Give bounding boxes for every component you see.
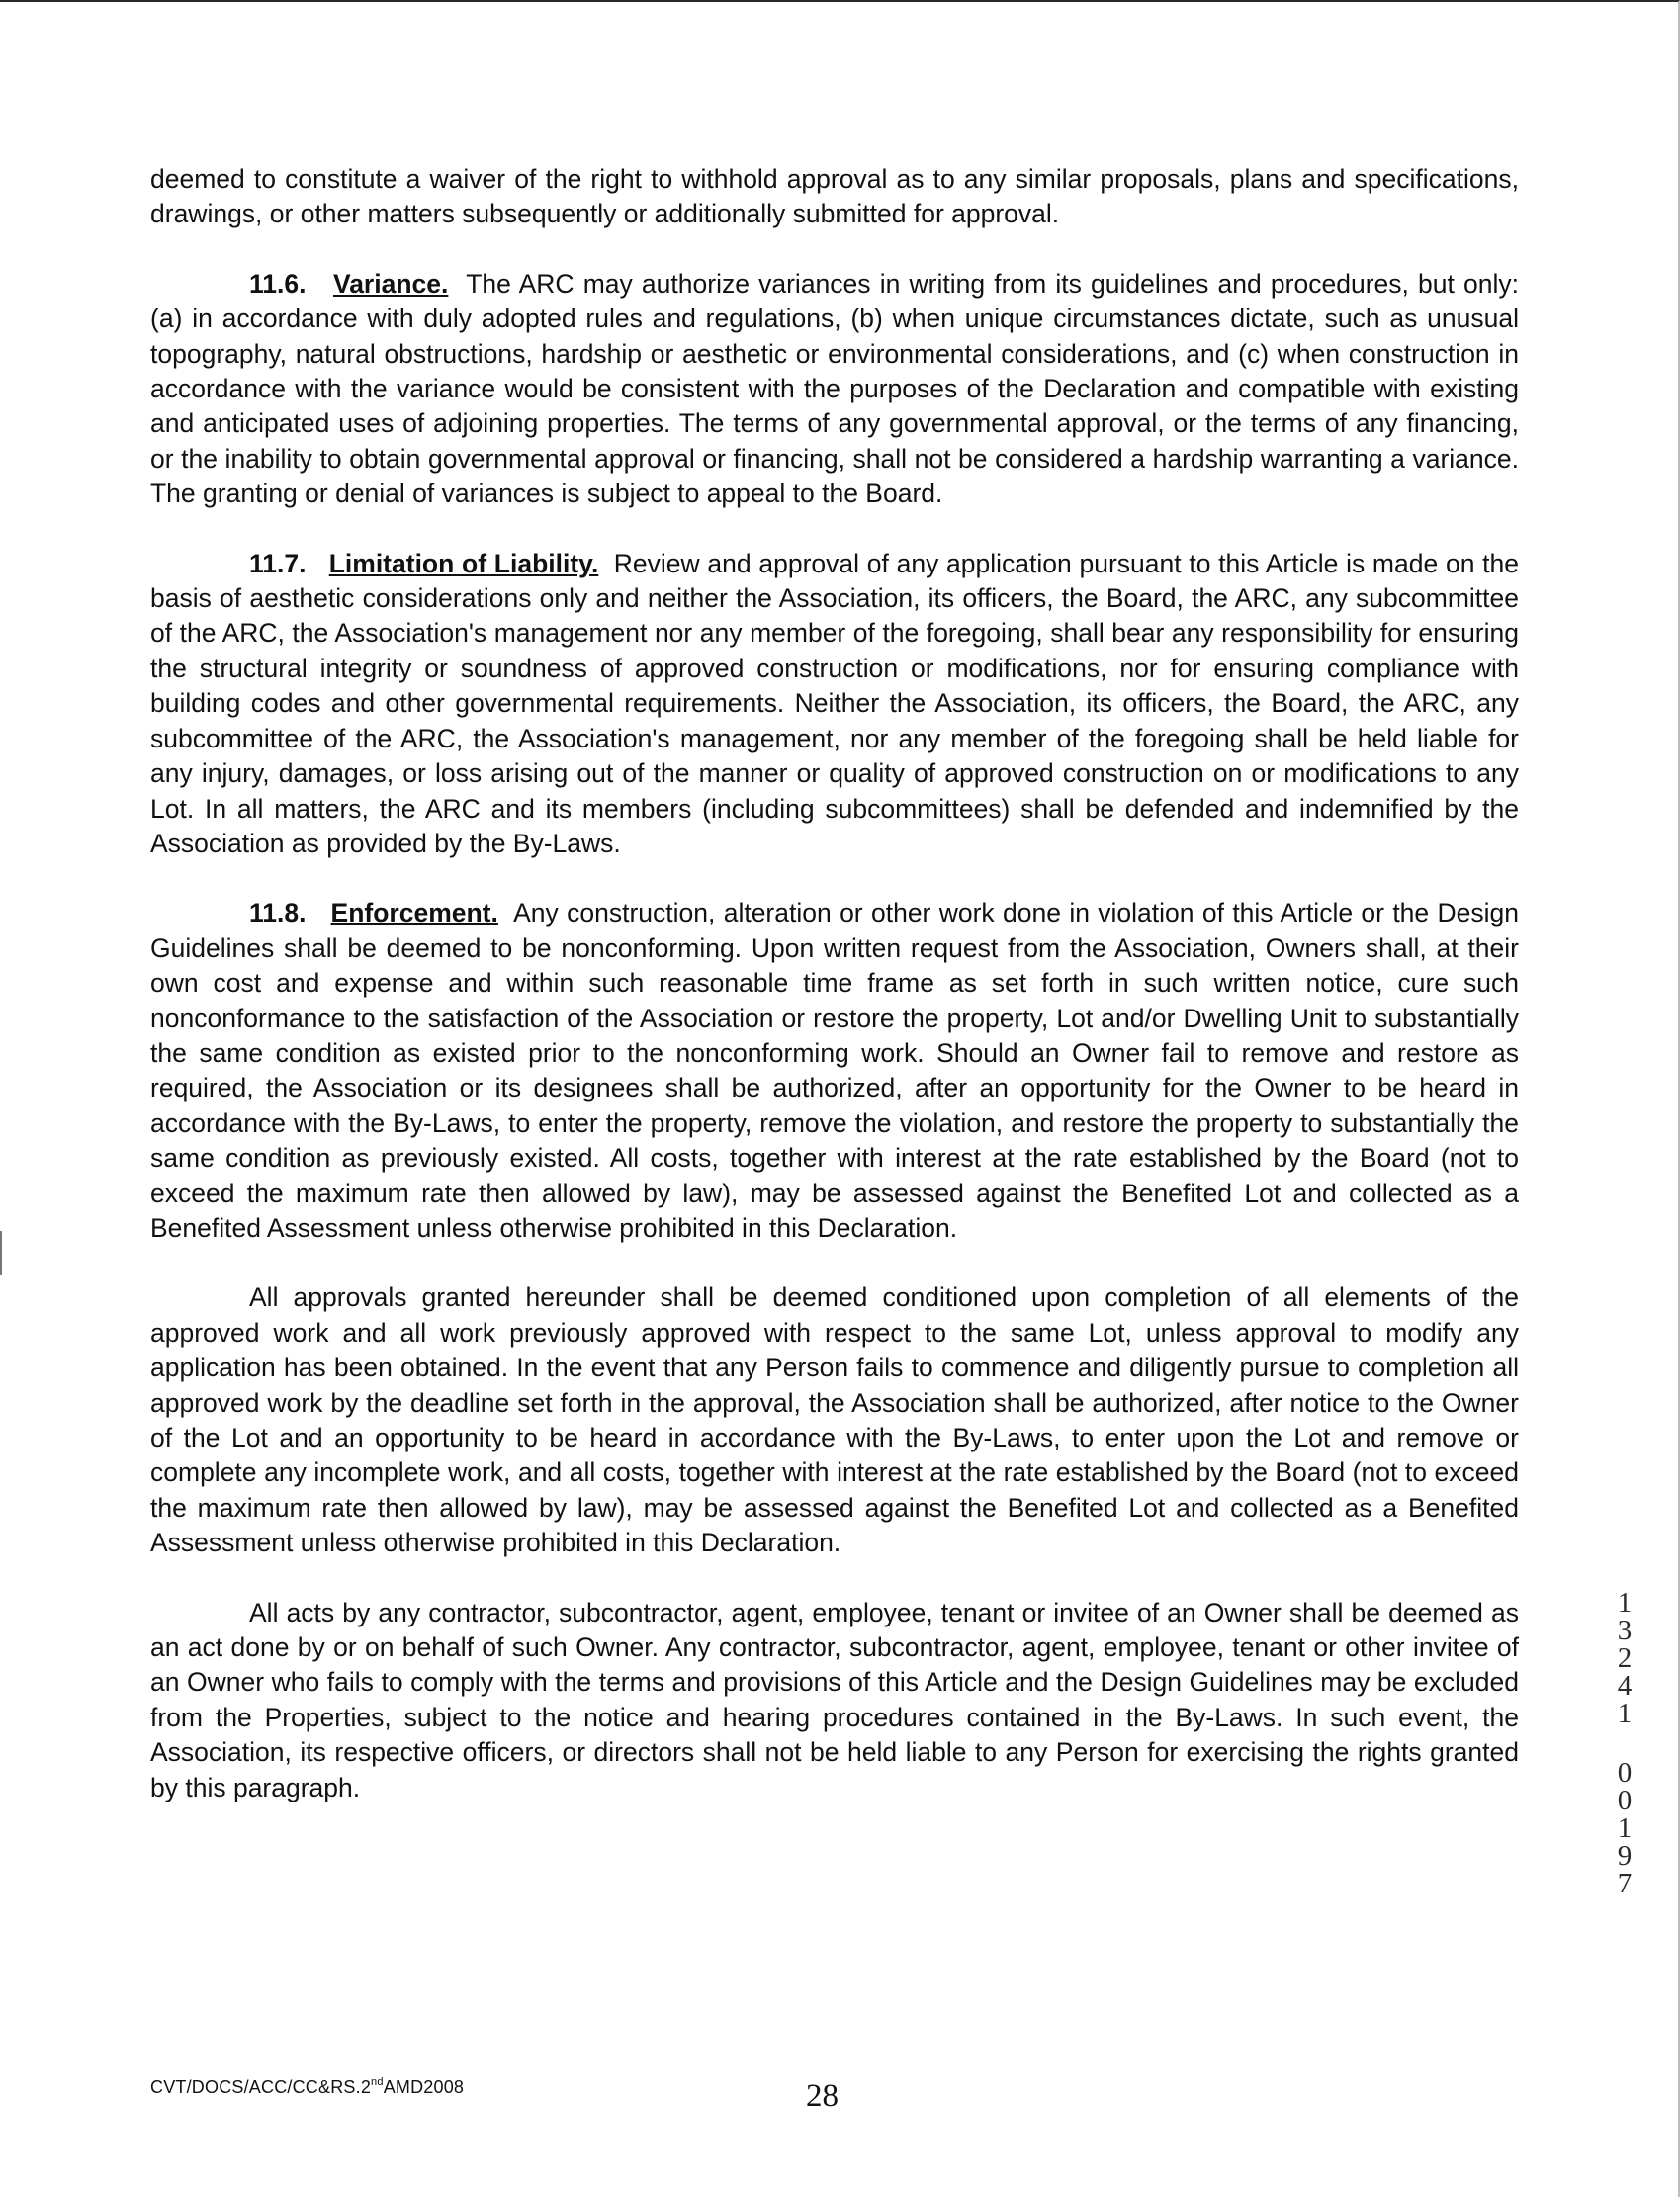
section-number: 11.8. [249, 898, 307, 928]
lead-paragraph: deemed to constitute a waiver of the right to withhold approval as to any similar proposals, plans and specifications, drawings, or other matters subsequently or additionally submitted for approval. [150, 164, 1519, 229]
document-code [150, 2076, 464, 2098]
section-title: Enforcement. [330, 898, 498, 928]
section-11-8 [150, 896, 1519, 1246]
stamp-digit: 1 [1617, 1587, 1633, 1619]
page-number: 28 [806, 2078, 839, 2114]
stamp-digit: 7 [1617, 1868, 1633, 1899]
section-11-6 [150, 267, 1519, 512]
stamp-gap [1610, 1727, 1639, 1759]
recording-stamp [1610, 1589, 1639, 1897]
section-body: The ARC may authorize variances in writing from its guidelines and procedures, but only: (a) in accordance with duly adopted rules and regulations, (b) when unique circumstances dictate, such as unusual topography, natural obstructions, hardship or aesthetic or environmental considerations, and (c) when construction in accordance with the variance would be consistent with the purposes of the Declaration and compatible with existing and anticipated uses of adjoining properties. The terms of any governmental approval, or the terms of any financing, or the inability to obtain governmental approval or financing, shall not be considered a hardship warranting a variance. The granting or denial of variances is subject to appeal to the Board. [150, 268, 1520, 509]
document-body [150, 162, 1519, 1840]
stamp-digit: 0 [1617, 1785, 1633, 1816]
stamp-digit: 4 [1617, 1670, 1633, 1702]
stamp-digit: 1 [1617, 1698, 1633, 1729]
stamp-digit: 0 [1617, 1757, 1633, 1789]
stamp-digit: 9 [1617, 1840, 1633, 1872]
stamp-digit: 1 [1617, 1812, 1633, 1844]
section-body: Any construction, alteration or other work done in violation of this Article or the Design Guidelines shall be deemed to be nonconforming. Upon written request from the Association, Owners shall, at their own cost and expense and within such reasonable time frame as set forth in such written notice, cure such nonconformance to the satisfaction of the Association or restore the property, Lot and/or Dwelling Unit to substantially the same condition as existed prior to the nonconforming work. Should an Owner fail to remove and restore as required, the Association or its designees shall be authorized, after an opportunity for the Owner to be heard in accordance with the By-Laws, to enter the property, remove the violation, and restore the property to substantially the same condition as previously existed. All costs, together with interest at the rate established by the Board (not to exceed the maximum rate then allowed by law), may be assessed against the Benefited Lot and collected as a Benefited Assessment unless otherwise prohibited in this Declaration. [150, 898, 1519, 1243]
document-code-superscript: nd [371, 2076, 384, 2088]
section-title: Variance. [332, 268, 449, 299]
section-title: Limitation of Liability. [328, 548, 599, 578]
stamp-digit: 3 [1617, 1615, 1633, 1646]
section-body: Review and approval of any application pursuant to this Article is made on the basis of aesthetic considerations only and neither the Association, its officers, the Board, the ARC, any subcommittee of the ARC, the Association's management nor any member of the foregoing, shall bear any responsibility for ensuring the structural integrity or soundness of approved construction or modifications, nor for ensuring compliance with building codes and other governmental requirements. Neither the Association, its officers, the Board, the ARC, any subcommittee of the ARC, the Association's management, nor any member of the foregoing shall be held liable for any injury, damages, or loss arising out of the manner or quality of approved construction on or modifications to any Lot. In all matters, the ARC and its members (including subcommittees) shall be defended and indemnified by the Association as provided by the By-Laws. [150, 548, 1520, 858]
document-code-prefix: CVT/DOCS/ACC/CC&RS.2 [150, 2077, 372, 2097]
paragraph-approvals: All approvals granted hereunder shall be deemed conditioned upon completion of all elements of the approved work and all work previously approved with respect to the same Lot, unless approval to modify any application has been obtained. In the event that any Person fails to commence and diligently pursue to completion all approved work by the deadline set forth in the approval, the Association shall be authorized, after notice to the Owner of the Lot and an opportunity to be heard in accordance with the By-Laws, to enter upon the Lot and remove or complete any incomplete work, and all costs, together with interest at the rate established by the Board (not to exceed the maximum rate then allowed by law), may be assessed against the Benefited Lot and collected as a Benefited Assessment unless otherwise prohibited in this Declaration. [150, 1282, 1519, 1558]
section-11-7 [150, 547, 1519, 862]
stamp-digit: 2 [1617, 1642, 1633, 1674]
paragraph-contractors: All acts by any contractor, subcontractor, agent, employee, tenant or invitee of an Owner shall be deemed as an act done by or on behalf of such Owner. Any contractor, subcontractor, agent, employee, tenant or other invitee of an Owner who fails to comply with the terms and provisions of this Article and the Design Guidelines may be excluded from the Properties, subject to the notice and hearing procedures contained in the By-Laws. In such event, the Association, its respective officers, or directors shall not be held liable to any Person for exercising the rights granted by this paragraph. [150, 1597, 1519, 1802]
section-number: 11.7. [249, 548, 307, 578]
document-code-suffix: AMD2008 [383, 2077, 465, 2097]
scan-edge-mark [0, 1231, 2, 1275]
section-number: 11.6. [249, 268, 307, 299]
